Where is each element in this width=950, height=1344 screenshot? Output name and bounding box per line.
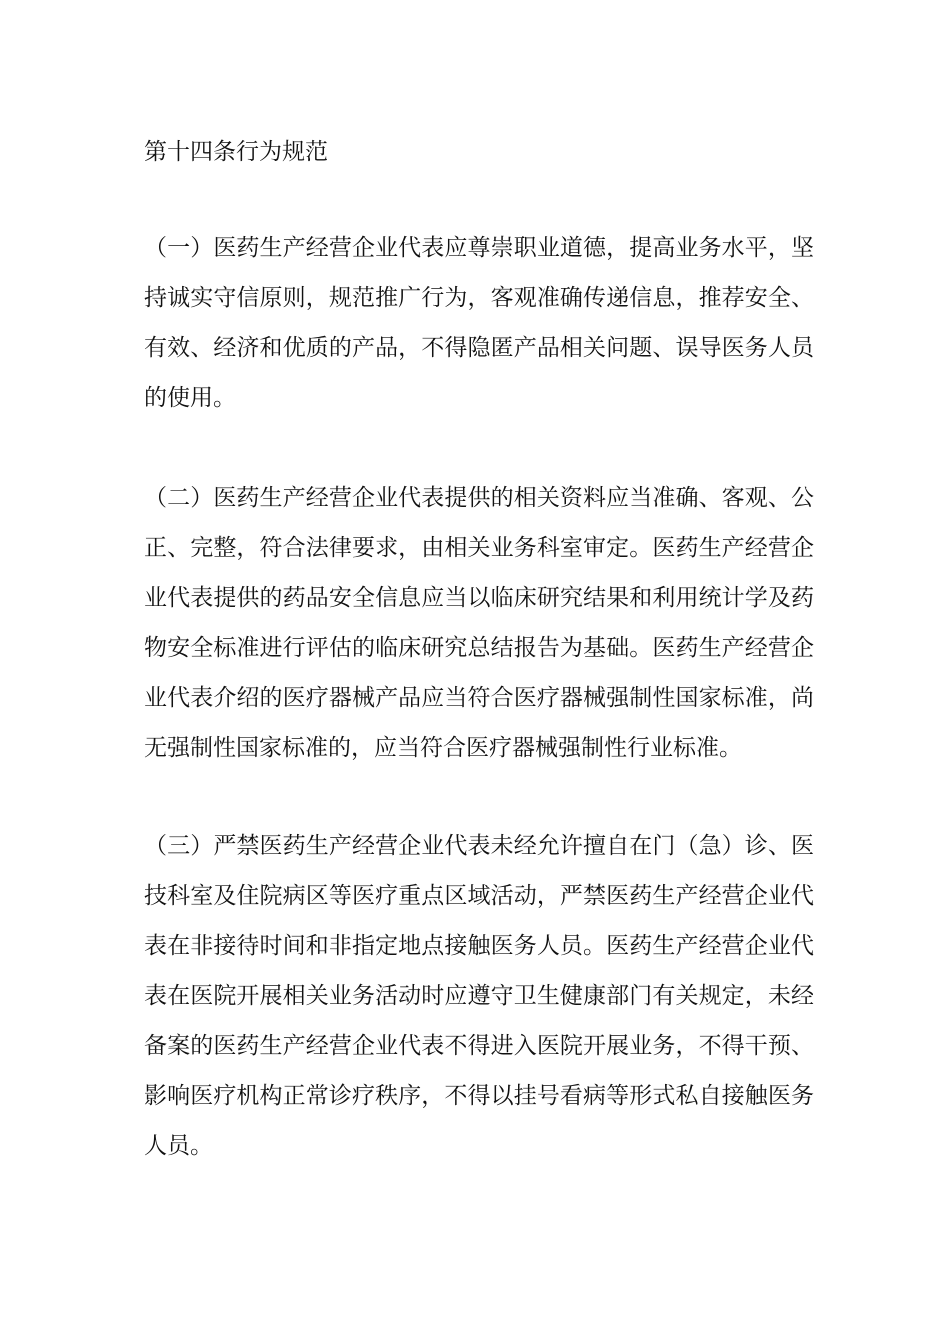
paragraph-line: 备案的医药生产经营企业代表不得进入医院开展业务，不得干预、 [144,1033,814,1059]
paragraph-line: 业代表提供的药品安全信息应当以临床研究结果和利用统计学及药 [144,585,814,611]
paragraph-line: （三）严禁医药生产经营企业代表未经允许擅自在门（急）诊、医 [144,833,814,859]
paragraph-line: （一）医药生产经营企业代表应尊崇职业道德，提高业务水平，坚 [144,235,814,261]
paragraph-line: 无强制性国家标准的，应当符合医疗器械强制性行业标准。 [144,735,742,761]
paragraph-line: 有效、经济和优质的产品，不得隐匿产品相关问题、误导医务人员 [144,335,814,361]
paragraph-line: 技科室及住院病区等医疗重点区域活动，严禁医药生产经营企业代 [144,883,814,909]
paragraph-line: 的使用。 [144,385,236,411]
paragraph-line: 人员。 [144,1133,213,1159]
paragraph-line: 表在医院开展相关业务活动时应遵守卫生健康部门有关规定，未经 [144,983,814,1009]
paragraph-line: 正、完整，符合法律要求，由相关业务科室审定。医药生产经营企 [144,535,814,561]
paragraph-line: 影响医疗机构正常诊疗秩序，不得以挂号看病等形式私自接触医务 [144,1083,814,1109]
paragraph-line: 物安全标准进行评估的临床研究总结报告为基础。医药生产经营企 [144,635,814,661]
paragraph-line: 持诚实守信原则，规范推广行为，客观准确传递信息，推荐安全、 [144,285,814,311]
paragraph-2 [144,482,814,782]
paragraph-line: （二）医药生产经营企业代表提供的相关资料应当准确、客观、公 [144,485,814,511]
paragraph-line: 表在非接待时间和非指定地点接触医务人员。医药生产经营企业代 [144,933,814,959]
paragraph-line: 业代表介绍的医疗器械产品应当符合医疗器械强制性国家标准，尚 [144,685,814,711]
article-heading: 第十四条行为规范 [144,139,328,165]
paragraph-1 [144,232,814,432]
paragraph-3 [144,830,814,1180]
